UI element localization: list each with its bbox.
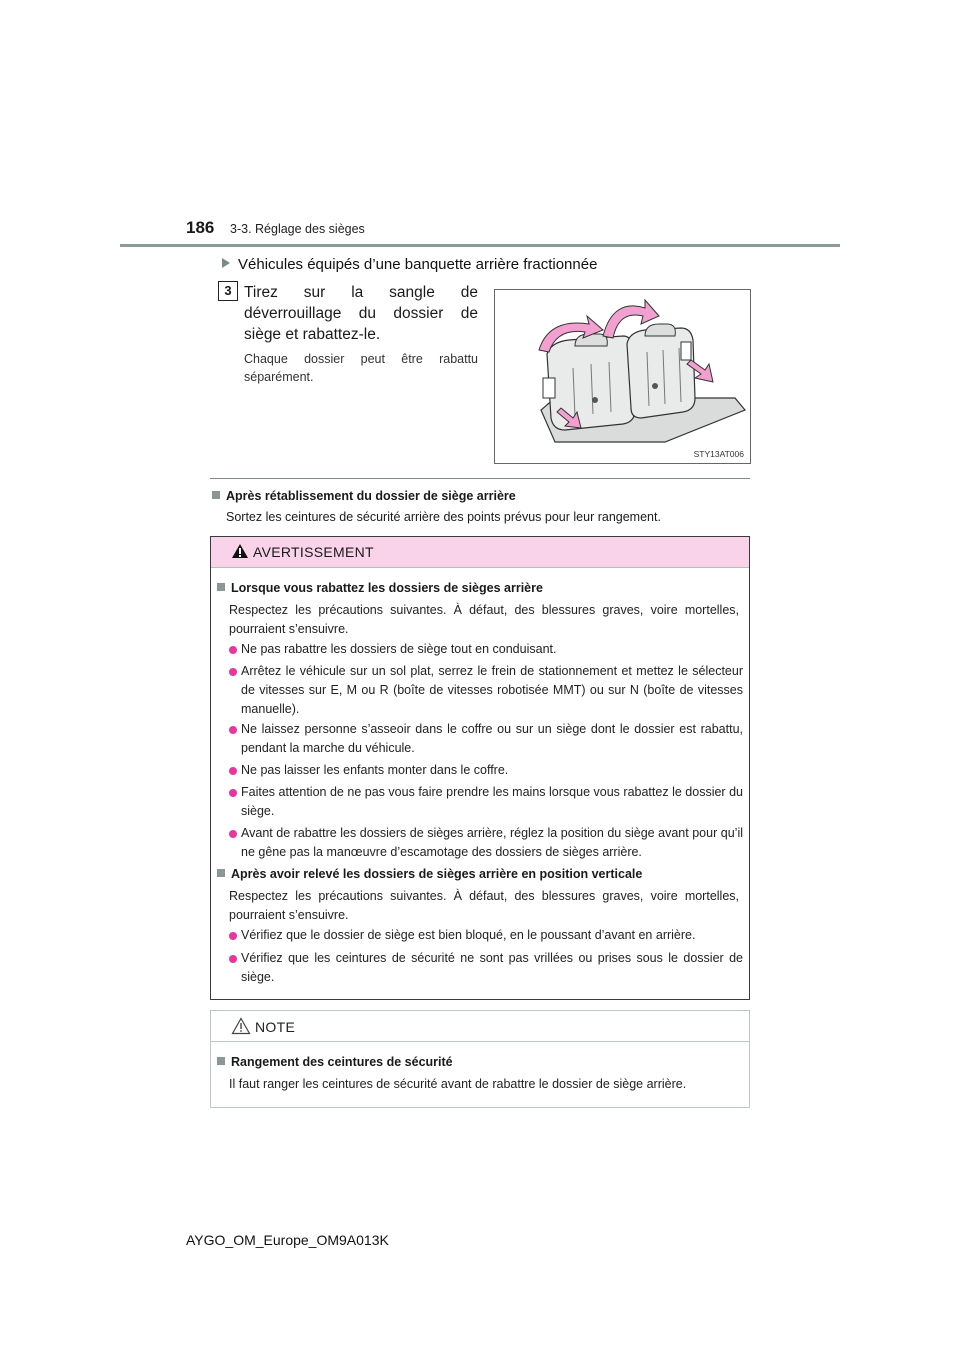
warning-section-heading — [217, 867, 642, 881]
note-title: NOTE — [255, 1019, 296, 1035]
warning-bullet: Ne pas rabattre les dossiers de siège tout en conduisant. — [241, 642, 557, 656]
caution-outline-icon — [231, 1017, 251, 1035]
note-heading — [217, 1055, 453, 1069]
seat-illustration — [494, 289, 751, 464]
after-restore-text: Sortez les ceintures de sécurité arrière des points prévus pour leur rangement. — [226, 510, 661, 524]
header-rule — [120, 244, 840, 247]
note-heading-text: Rangement des ceintures de sécurité — [231, 1055, 453, 1069]
note-text: Il faut ranger les ceintures de sécurité avant de rabattre le dossier de siège arrière. — [229, 1077, 687, 1091]
warning-bullet: Ne pas laisser les enfants monter dans le coffre. — [241, 763, 509, 777]
rear-seat-folding-illustration — [495, 290, 750, 463]
triangle-right-icon — [222, 258, 230, 268]
warning-bullet: Avant de rabattre les dossiers de sièges arrière, réglez la position du siège avant pour qu’il ne gêne pas la manœuvre d’escamotage des dossiers de sièges arrière. — [241, 826, 743, 859]
variant-line — [222, 256, 597, 273]
after-restore-heading-text: Après rétablissement du dossier de siège arrière — [226, 489, 516, 503]
warning-bullet: Ne laissez personne s’asseoir dans le coffre ou sur un siège dont le dossier est rabattu, pendant la marche du véhicule. — [241, 722, 743, 755]
warning-section-heading-text: Lorsque vous rabattez les dossiers de sièges arrière — [231, 581, 543, 595]
section-title: 3-3. Réglage des sièges — [230, 222, 365, 236]
bullet-dot-icon — [229, 955, 237, 963]
bullet-dot-icon — [229, 830, 237, 838]
bullet-dot-icon — [229, 932, 237, 940]
warning-triangle-icon — [231, 543, 249, 559]
figure-code: STY13AT006 — [693, 449, 744, 459]
warning-bullet: Arrêtez le véhicule sur un sol plat, serrez le frein de stationnement et mettez le sélecteur de vitesses sur E, M ou R (boîte de vitesses robotisée MMT) ou sur N (boîte de vitesses manuelle). — [241, 664, 743, 716]
warning-section-intro: Respectez les précautions suivantes. À défaut, des blessures graves, voire mortelles, pourraient s’ensuivre. — [229, 889, 739, 922]
bullet-dot-icon — [229, 767, 237, 775]
step-note: Chaque dossier peut être rabattu séparément. — [244, 352, 478, 384]
warning-bullet: Vérifiez que les ceintures de sécurité ne sont pas vrillées ou prises sous le dossier de siège. — [241, 951, 743, 984]
document-id: AYGO_OM_Europe_OM9A013K — [186, 1232, 389, 1248]
warning-title: AVERTISSEMENT — [253, 544, 374, 560]
square-bullet-icon — [217, 1057, 225, 1065]
warning-box — [210, 536, 750, 1000]
step-number-badge: 3 — [218, 281, 238, 301]
bullet-dot-icon — [229, 726, 237, 734]
bullet-dot-icon — [229, 668, 237, 676]
step-instruction: Tirez sur la sangle de déverrouillage du dossier de siège et rabattez-le. — [244, 284, 478, 343]
warning-header — [211, 537, 749, 568]
warning-section-heading — [217, 581, 543, 595]
variant-label: Véhicules équipés d’une banquette arrière fractionnée — [238, 256, 598, 273]
note-header — [211, 1011, 749, 1042]
warning-bullet: Faites attention de ne pas vous faire prendre les mains lorsque vous rabattez le dossier du siège. — [241, 785, 743, 818]
bullet-dot-icon — [229, 789, 237, 797]
section-divider — [210, 478, 750, 479]
note-box — [210, 1010, 750, 1108]
after-restore-heading — [212, 489, 516, 503]
warning-bullet: Vérifiez que le dossier de siège est bien bloqué, en le poussant d’avant en arrière. — [241, 928, 696, 942]
page-number: 186 — [186, 218, 215, 237]
warning-section-heading-text: Après avoir relevé les dossiers de sièges arrière en position verticale — [231, 867, 643, 881]
square-bullet-icon — [217, 583, 225, 591]
square-bullet-icon — [212, 491, 220, 499]
warning-section-intro: Respectez les précautions suivantes. À défaut, des blessures graves, voire mortelles, pourraient s’ensuivre. — [229, 603, 739, 636]
square-bullet-icon — [217, 869, 225, 877]
bullet-dot-icon — [229, 646, 237, 654]
